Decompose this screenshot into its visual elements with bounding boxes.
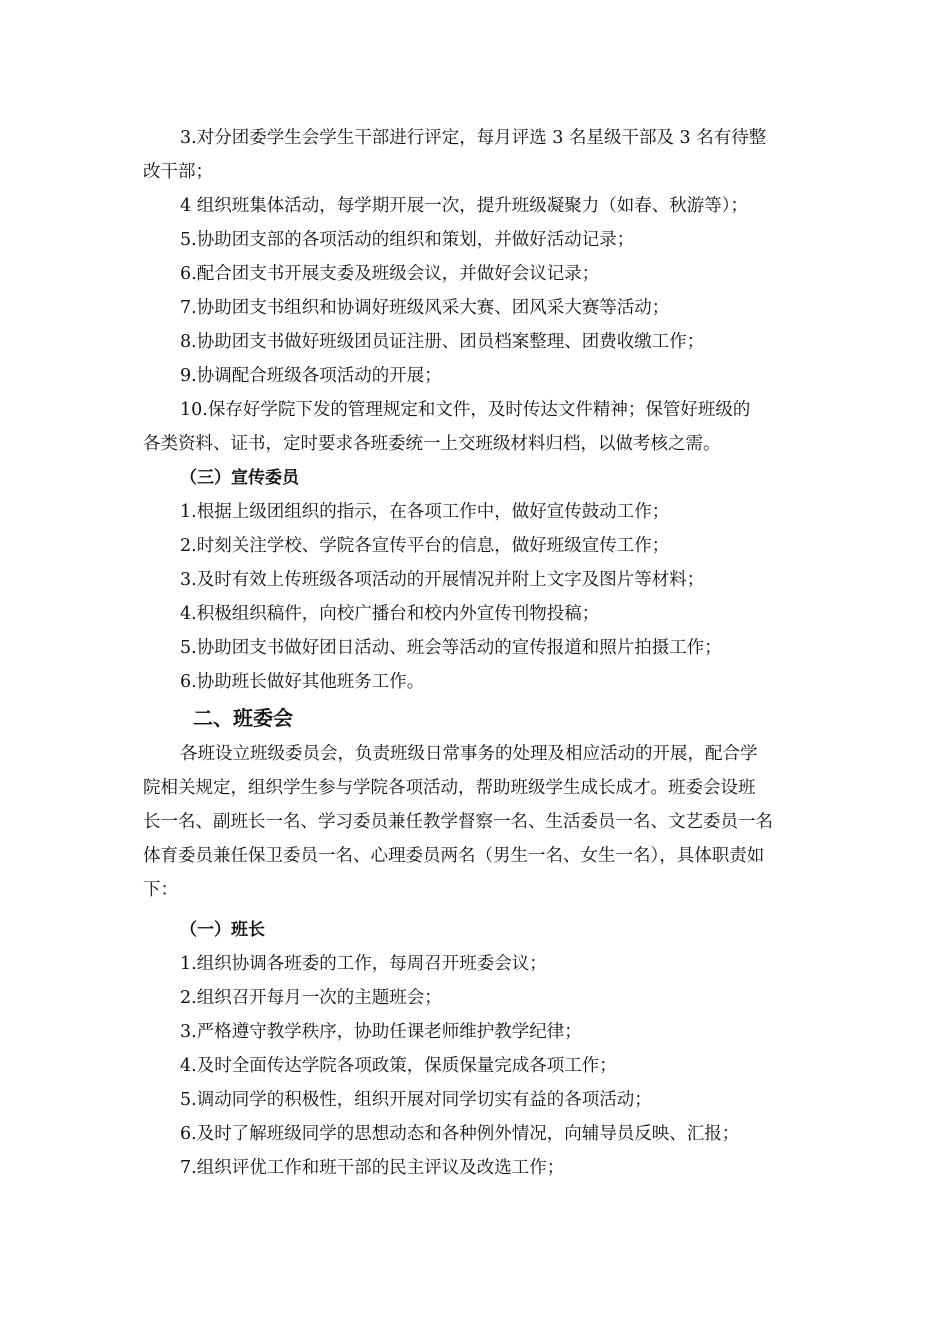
list-item: 7.协助团支书组织和协调好班级风采大赛、团风采大赛等活动； [180,298,670,318]
list-item: 2.组织召开每月一次的主题班会； [180,988,442,1008]
list-item: 1.根据上级团组织的指示，在各项工作中，做好宣传鼓动工作； [180,502,670,522]
list-item: 9.协调配合班级各项活动的开展； [180,366,442,386]
section-heading-committee: 二、班委会 [193,706,293,730]
document-body [143,121,808,1185]
list-item: 5.协助团支部的各项活动的组织和策划，并做好活动记录； [180,230,635,250]
list-item: 3.及时有效上传班级各项活动的开展情况并附上文字及图片等材料； [180,570,705,590]
list-item: 7.组织评优工作和班干部的民主评议及改选工作； [180,1158,565,1178]
list-item-continuation: 改干部； [143,162,213,182]
list-item: 10.保存好学院下发的管理规定和文件，及时传达文件精神；保管好班级的 [180,400,751,420]
list-item: 8.协助团支书做好班级团员证注册、团员档案整理、团费收缴工作； [180,332,705,352]
list-item: 4.积极组织稿件，向校广播台和校内外宣传刊物投稿； [180,604,600,624]
list-item: 2.时刻关注学校、学院各宣传平台的信息，做好班级宣传工作； [180,536,670,556]
list-item: 6.配合团支书开展支委及班级会议，并做好会议记录； [180,264,600,284]
list-item: 5.调动同学的积极性，组织开展对同学切实有益的各项活动； [180,1090,652,1110]
list-item: 4.及时全面传达学院各项政策，保质保量完成各项工作； [180,1056,617,1076]
list-item: 6.及时了解班级同学的思想动态和各种例外情况，向辅导员反映、汇报； [180,1124,740,1144]
paragraph-line: 院相关规定，组织学生参与学院各项活动，帮助班级学生成长成才。班委会设班 [143,778,756,798]
subsection-heading-publicity: （三）宣传委员 [180,468,299,488]
list-item: 3.对分团委学生会学生干部进行评定，每月评选 3 名星级干部及 3 名有待整 [180,128,767,148]
subsection-heading-monitor: （一）班长 [180,920,265,940]
paragraph-line: 各班设立班级委员会，负责班级日常事务的处理及相应活动的开展，配合学 [180,744,758,764]
list-item: 4 组织班集体活动，每学期开展一次，提升班级凝聚力（如春、秋游等）； [180,196,748,216]
list-item: 6.协助班长做好其他班务工作。 [180,672,425,692]
list-item: 5.协助团支书做好团日活动、班会等活动的宣传报道和照片拍摄工作； [180,638,722,658]
paragraph-line: 体育委员兼任保卫委员一名、心理委员两名（男生一名、女生一名），具体职责如 [143,846,765,866]
list-item-continuation: 各类资料、证书，定时要求各班委统一上交班级材料归档，以做考核之需。 [143,434,721,454]
list-item: 3.严格遵守教学秩序，协助任课老师维护教学纪律； [180,1022,582,1042]
paragraph-line: 下： [143,880,178,900]
paragraph-line: 长一名、副班长一名、学习委员兼任教学督察一名、生活委员一名、文艺委员一名 [143,812,773,832]
list-item: 1.组织协调各班委的工作，每周召开班委会议； [180,954,547,974]
